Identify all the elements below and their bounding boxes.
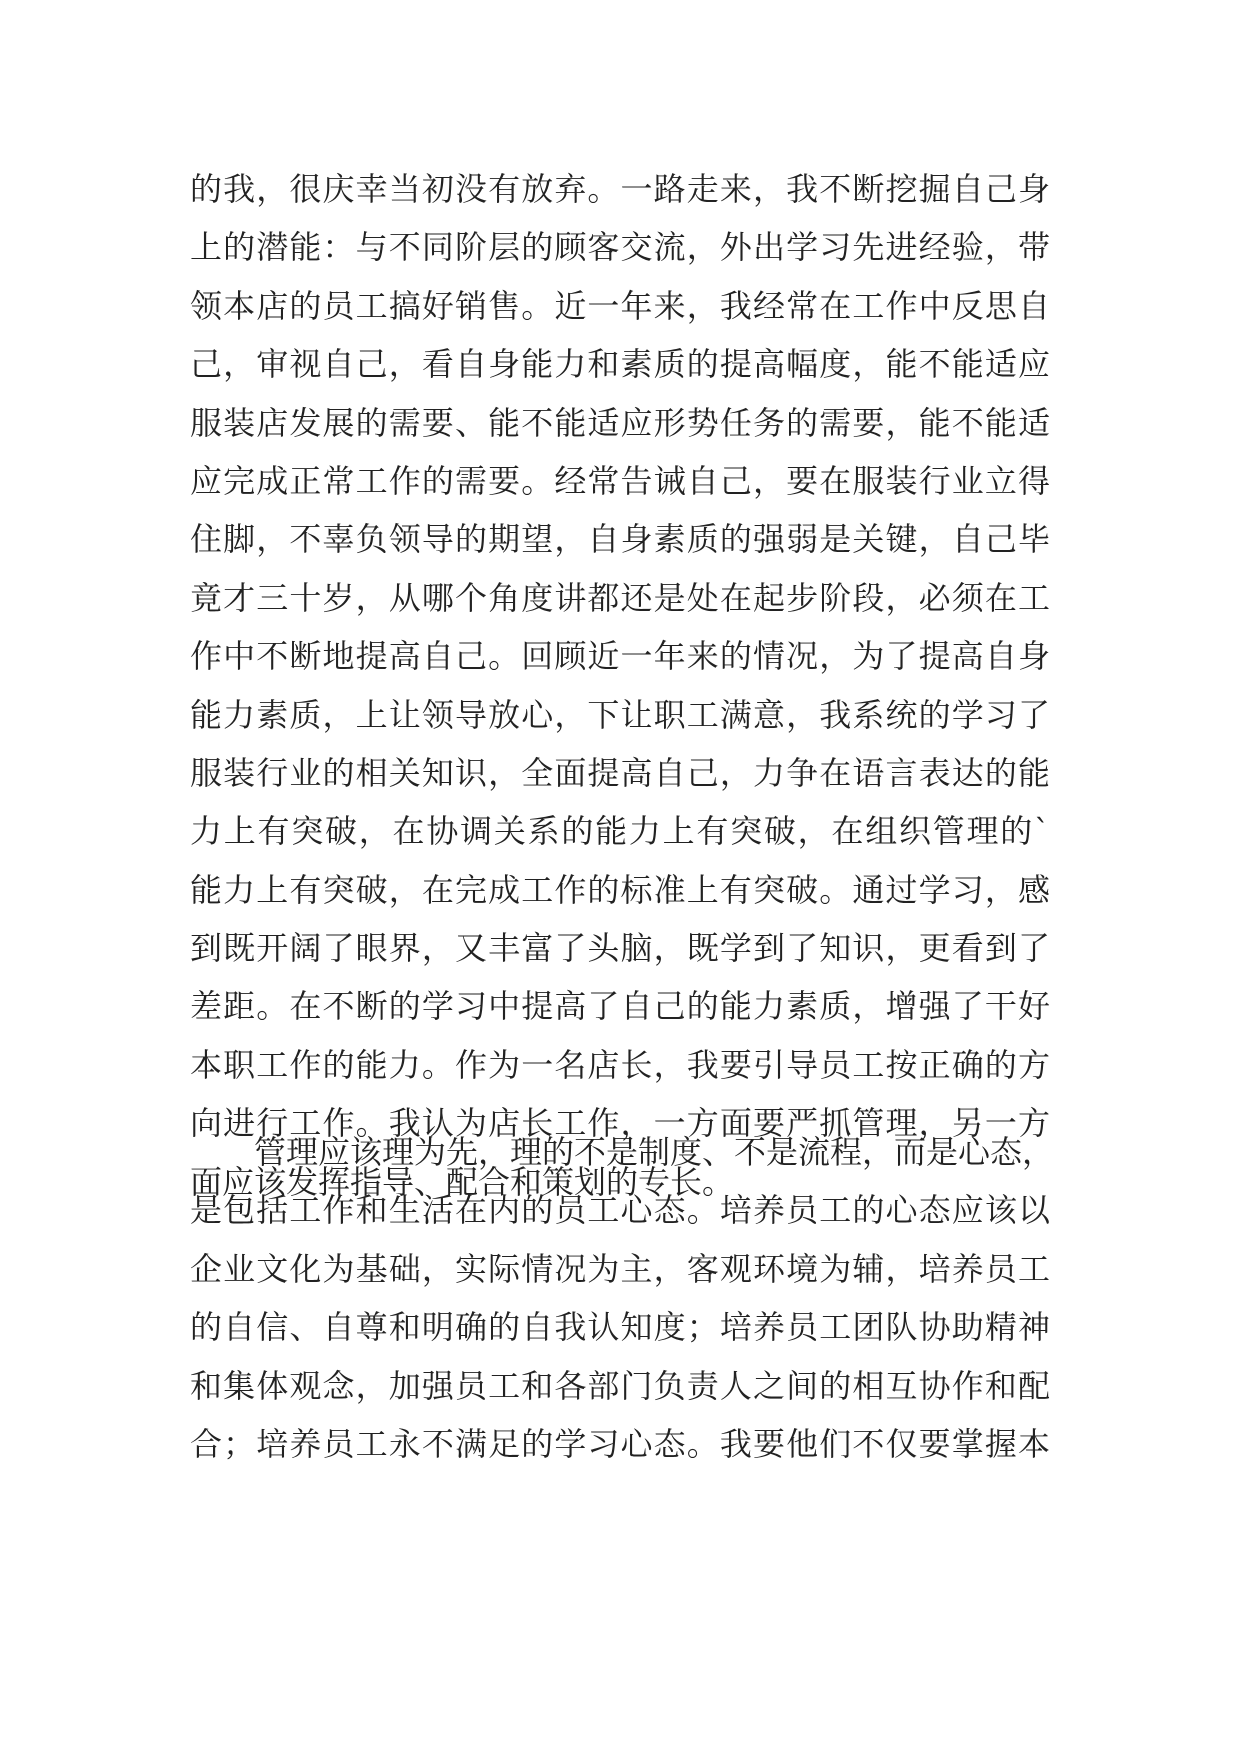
text-line: 力上有突破，在协调关系的能力上有突破，在组织管理的` bbox=[190, 812, 1050, 851]
text-line: 到既开阔了眼界，又丰富了头脑，既学到了知识，更看到了 bbox=[190, 929, 1050, 968]
text-line: 合；培养员工永不满足的学习心态。我要他们不仅要掌握本 bbox=[190, 1424, 1050, 1463]
text-line: 本职工作的能力。作为一名店长，我要引导员工按正确的方 bbox=[190, 1045, 1050, 1084]
text-line: 的我，很庆幸当初没有放弃。一路走来，我不断挖掘自己身 bbox=[190, 170, 1050, 208]
text-line: 竟才三十岁，从哪个角度讲都还是处在起步阶段，必须在工 bbox=[190, 578, 1050, 617]
text-line: 领本店的员工搞好销售。近一年来，我经常在工作中反思自 bbox=[190, 286, 1050, 325]
text-line: 面应该发挥指导、配合和策划的专长。 bbox=[190, 1162, 735, 1201]
text-line: 是包括工作和生活在内的员工心态。培养员工的心态应该以 bbox=[190, 1191, 1050, 1230]
text-line: 应完成正常工作的需要。经常告诫自己，要在服装行业立得 bbox=[190, 461, 1050, 500]
text-line: 己，审视自己，看自身能力和素质的提高幅度，能不能适应 bbox=[190, 345, 1050, 384]
paragraph-1 bbox=[190, 160, 1055, 1211]
text-line: 服装店发展的需要、能不能适应形势任务的需要，能不能适 bbox=[190, 403, 1050, 442]
text-line: 向进行工作。我认为店长工作，一方面要严抓管理，另一方 bbox=[190, 1104, 1050, 1143]
text-line: 和集体观念，加强员工和各部门负责人之间的相互协作和配 bbox=[190, 1366, 1050, 1405]
text-line: 住脚，不辜负领导的期望，自身素质的强弱是关键，自己毕 bbox=[190, 520, 1050, 559]
text-line: 上的潜能：与不同阶层的顾客交流，外出学习先进经验，带 bbox=[190, 228, 1050, 267]
text-line: 管理应该理为先，理的不是制度、不是流程，而是心态， bbox=[254, 1133, 1055, 1171]
text-line: 的自信、自尊和明确的自我认知度；培养员工团队协助精神 bbox=[190, 1308, 1050, 1347]
text-line: 差距。在不断的学习中提高了自己的能力素质，增强了干好 bbox=[190, 987, 1050, 1026]
paragraph-2 bbox=[190, 1123, 1055, 1473]
text-line: 企业文化为基础，实际情况为主，客观环境为辅，培养员工 bbox=[190, 1249, 1050, 1288]
text-line: 能力上有突破，在完成工作的标准上有突破。通过学习，感 bbox=[190, 870, 1050, 909]
text-line: 能力素质，上让领导放心，下让职工满意，我系统的学习了 bbox=[190, 695, 1050, 734]
text-line: 服装行业的相关知识，全面提高自己，力争在语言表达的能 bbox=[190, 753, 1050, 792]
text-line: 作中不断地提高自己。回顾近一年来的情况，为了提高自身 bbox=[190, 637, 1050, 676]
